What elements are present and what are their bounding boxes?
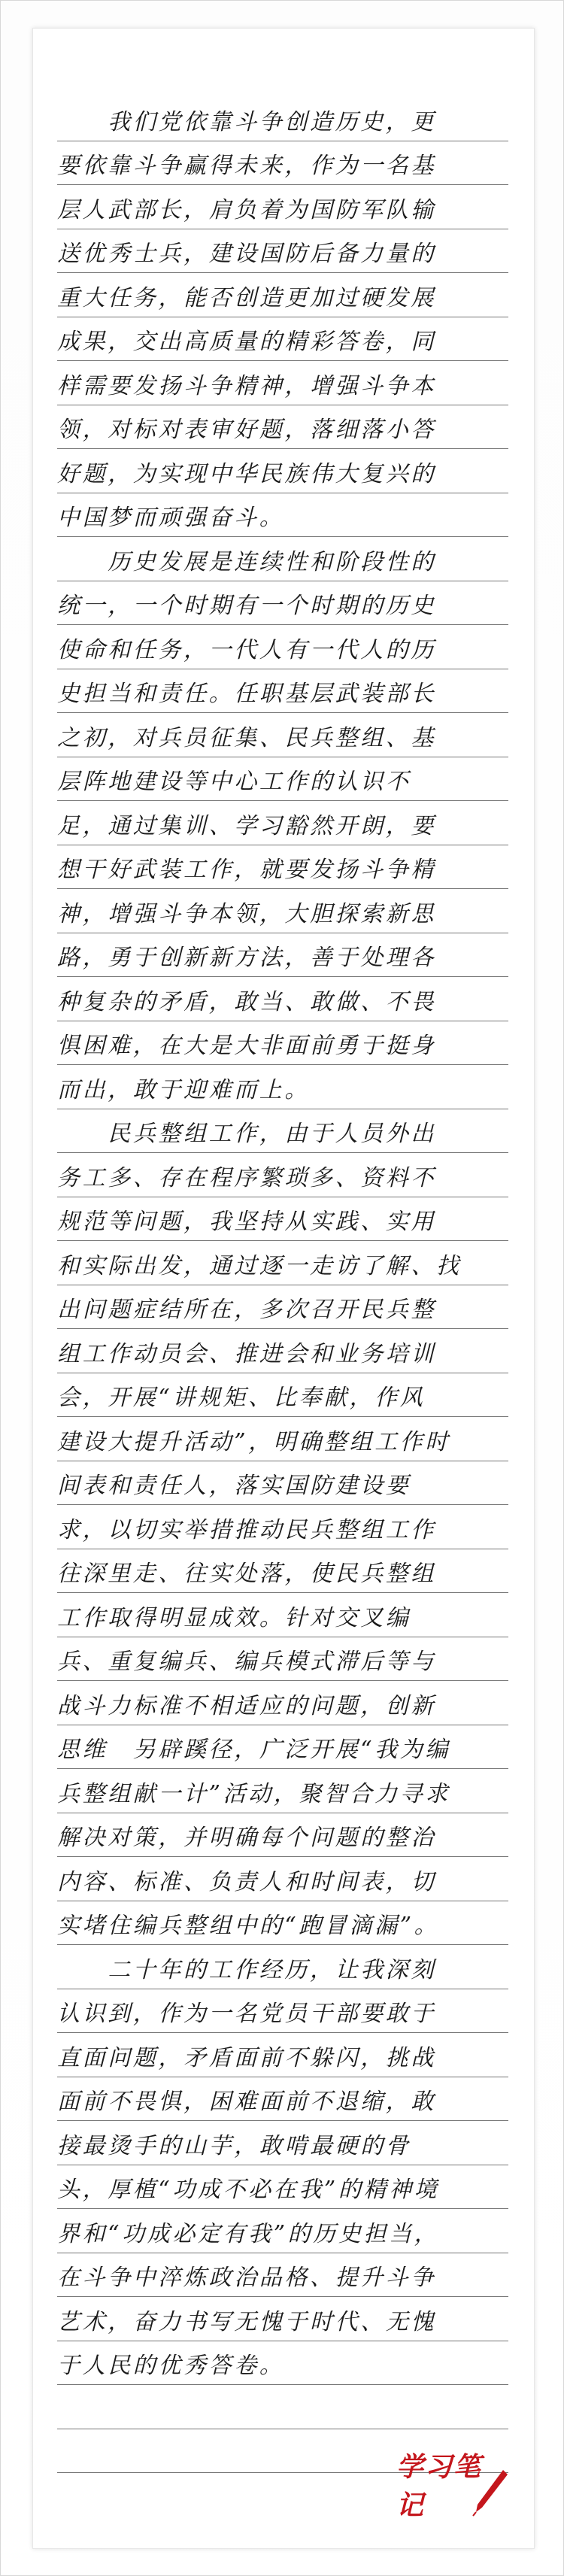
text-line: 重大任务，能否创造更加过硬发展 [57, 273, 508, 317]
handwritten-text [57, 97, 508, 2473]
text-line: 战斗力标准不相适应的问题，创新 [57, 1681, 508, 1725]
text-line: 工作取得明显成效。针对交叉编 [57, 1593, 508, 1637]
text-line: 想干好武装工作，就要发扬斗争精 [57, 845, 508, 890]
text-line: 解决对策，并明确每个问题的整治 [57, 1813, 508, 1858]
text-line: 实堵住编兵整组中的“跑冒滴漏”。 [57, 1901, 508, 1946]
text-line: 层阵地建设等中心工作的认识不 [57, 757, 508, 802]
text-line: 在斗争中淬炼政治品格、提升斗争 [57, 2253, 508, 2298]
text-line: 种复杂的矛盾，敢当、敢做、不畏 [57, 977, 508, 1021]
text-line: 民兵整组工作，由于人员外出 [57, 1109, 508, 1154]
text-line: 务工多、存在程序繁琐多、资料不 [57, 1153, 508, 1197]
text-line: 思维 另辟蹊径，广泛开展“我为编 [57, 1725, 508, 1770]
text-line: 直面问题，矛盾面前不躲闪，挑战 [57, 2033, 508, 2077]
text-line: 使命和任务，一代人有一代人的历 [57, 625, 508, 669]
logo-text: 学习笔记 [396, 2451, 483, 2521]
text-line: 路，勇于创新新方法，善于处理各 [57, 933, 508, 978]
pen-icon [470, 2468, 509, 2517]
text-line: 我们党依靠斗争创造历史，更 [57, 97, 508, 141]
text-line: 求，以切实举措推动民兵整组工作 [57, 1505, 508, 1549]
text-line: 成果，交出高质量的精彩答卷，同 [57, 317, 508, 362]
text-line: 史担当和责任。任职基层武装部长 [57, 669, 508, 714]
text-line: 间表和责任人，落实国防建设要 [57, 1461, 508, 1506]
text-line: 认识到，作为一名党员干部要敢于 [57, 1989, 508, 2034]
study-notes-logo [396, 2451, 509, 2529]
text-line: 层人武部长，肩负着为国防军队输 [57, 185, 508, 229]
text-line: 于人民的优秀答卷。 [57, 2341, 508, 2386]
text-line: 面前不畏惧，困难面前不退缩，敢 [57, 2077, 508, 2122]
text-line: 内容、标准、负责人和时间表，切 [57, 1857, 508, 1901]
text-line: 兵整组献一计”活动，聚智合力寻求 [57, 1769, 508, 1813]
text-line: 送优秀士兵，建设国防后备力量的 [57, 229, 508, 274]
text-line: 二十年的工作经历，让我深刻 [57, 1945, 508, 1989]
blank-ruled-line [57, 2385, 508, 2429]
text-line: 而出，敢于迎难而上。 [57, 1065, 508, 1109]
text-line: 兵、重复编兵、编兵模式滞后等与 [57, 1637, 508, 1682]
text-line: 统一，一个时期有一个时期的历史 [57, 581, 508, 626]
text-line: 和实际出发，通过逐一走访了解、找 [57, 1241, 508, 1285]
text-line: 界和“功成必定有我”的历史担当， [57, 2209, 508, 2253]
text-line: 组工作动员会、推进会和业务培训 [57, 1329, 508, 1373]
text-line: 会，开展“讲规矩、比奉献，作风 [57, 1373, 508, 1418]
text-line: 惧困难，在大是大非面前勇于挺身 [57, 1021, 508, 1066]
text-line: 之初，对兵员征集、民兵整组、基 [57, 713, 508, 757]
text-line: 样需要发扬斗争精神，增强斗争本 [57, 361, 508, 405]
text-line: 艺术，奋力书写无愧于时代、无愧 [57, 2297, 508, 2341]
text-line: 头，厚植“功成不必在我”的精神境 [57, 2165, 508, 2210]
text-line: 建设大提升活动”，明确整组工作时 [57, 1417, 508, 1461]
text-line: 神，增强斗争本领，大胆探索新思 [57, 889, 508, 933]
text-line: 足，通过集训、学习豁然开朗，要 [57, 801, 508, 845]
text-line: 接最烫手的山芋，敢啃最硬的骨 [57, 2121, 508, 2165]
text-line: 历史发展是连续性和阶段性的 [57, 537, 508, 581]
text-line: 好题，为实现中华民族伟大复兴的 [57, 449, 508, 493]
text-line: 往深里走、往实处落，使民兵整组 [57, 1549, 508, 1594]
text-line: 规范等问题，我坚持从实践、实用 [57, 1197, 508, 1242]
text-line: 领，对标对表审好题，落细落小答 [57, 405, 508, 450]
text-line: 出问题症结所在，多次召开民兵整 [57, 1285, 508, 1330]
text-line: 要依靠斗争赢得未来，作为一名基 [57, 141, 508, 186]
text-line: 中国梦而顽强奋斗。 [57, 493, 508, 538]
